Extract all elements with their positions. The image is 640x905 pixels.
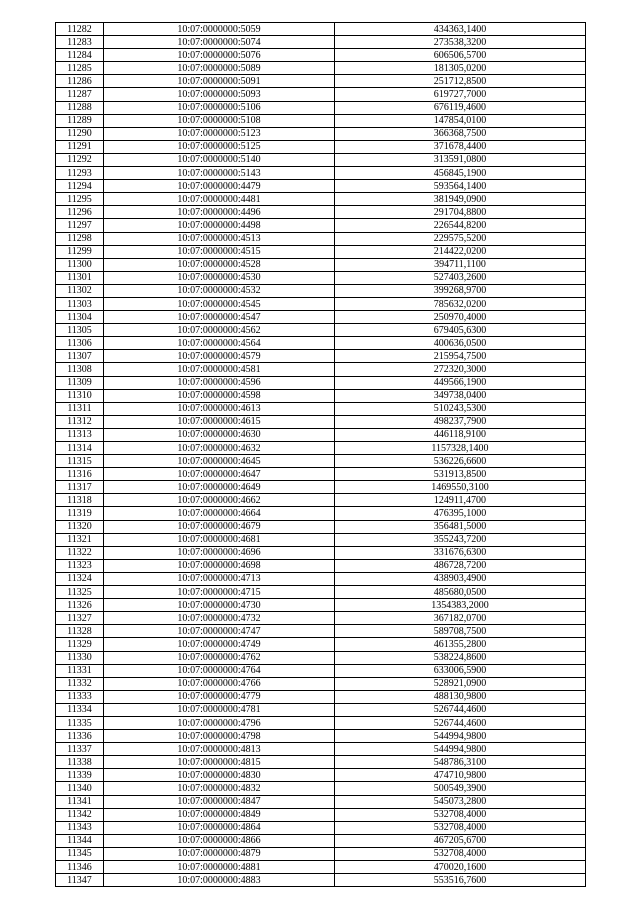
- cadastral-number-cell: 10:07:0000000:4766: [104, 677, 335, 690]
- table-row: [56, 533, 586, 546]
- row-number-cell: 11345: [56, 847, 104, 860]
- cadastral-number-cell: 10:07:0000000:5143: [104, 167, 335, 180]
- value-cell: 313591,0800: [335, 153, 586, 166]
- row-number-cell: 11338: [56, 756, 104, 769]
- row-number-cell: 11312: [56, 415, 104, 428]
- table-row: [56, 127, 586, 140]
- cadastral-number-cell: 10:07:0000000:5076: [104, 49, 335, 62]
- table-row: [56, 743, 586, 756]
- cadastral-number-cell: 10:07:0000000:4645: [104, 455, 335, 468]
- table-row: [56, 821, 586, 834]
- row-number-cell: 11322: [56, 546, 104, 559]
- cadastral-number-cell: 10:07:0000000:4679: [104, 520, 335, 533]
- cadastral-number-cell: 10:07:0000000:4815: [104, 756, 335, 769]
- row-number-cell: 11288: [56, 101, 104, 114]
- cadastral-number-cell: 10:07:0000000:4513: [104, 232, 335, 245]
- table-row: [56, 716, 586, 729]
- cadastral-number-cell: 10:07:0000000:4532: [104, 284, 335, 297]
- row-number-cell: 11302: [56, 284, 104, 297]
- value-cell: 532708,4000: [335, 821, 586, 834]
- row-number-cell: 11346: [56, 861, 104, 874]
- row-number-cell: 11283: [56, 36, 104, 49]
- data-table-body: [56, 23, 586, 887]
- row-number-cell: 11291: [56, 140, 104, 153]
- cadastral-number-cell: 10:07:0000000:5091: [104, 75, 335, 88]
- row-number-cell: 11309: [56, 376, 104, 389]
- cadastral-number-cell: 10:07:0000000:5093: [104, 88, 335, 101]
- value-cell: 1354383,2000: [335, 599, 586, 612]
- value-cell: 1469550,3100: [335, 481, 586, 494]
- table-row: [56, 808, 586, 821]
- value-cell: 215954,7500: [335, 350, 586, 363]
- cadastral-number-cell: 10:07:0000000:4481: [104, 193, 335, 206]
- cadastral-number-cell: 10:07:0000000:4545: [104, 297, 335, 310]
- table-row: [56, 874, 586, 887]
- table-row: [56, 258, 586, 271]
- table-row: [56, 625, 586, 638]
- cadastral-number-cell: 10:07:0000000:4579: [104, 350, 335, 363]
- row-number-cell: 11337: [56, 743, 104, 756]
- value-cell: 476395,1000: [335, 507, 586, 520]
- row-number-cell: 11320: [56, 520, 104, 533]
- cadastral-number-cell: 10:07:0000000:4615: [104, 415, 335, 428]
- value-cell: 498237,7900: [335, 415, 586, 428]
- value-cell: 400636,0500: [335, 337, 586, 350]
- cadastral-number-cell: 10:07:0000000:5123: [104, 127, 335, 140]
- table-row: [56, 389, 586, 402]
- row-number-cell: 11305: [56, 324, 104, 337]
- table-row: [56, 284, 586, 297]
- row-number-cell: 11311: [56, 402, 104, 415]
- cadastral-number-cell: 10:07:0000000:4547: [104, 311, 335, 324]
- table-row: [56, 834, 586, 847]
- row-number-cell: 11336: [56, 730, 104, 743]
- value-cell: 456845,1900: [335, 167, 586, 180]
- row-number-cell: 11295: [56, 193, 104, 206]
- cadastral-number-cell: 10:07:0000000:5089: [104, 62, 335, 75]
- table-row: [56, 180, 586, 193]
- value-cell: 593564,1400: [335, 180, 586, 193]
- table-row: [56, 297, 586, 310]
- row-number-cell: 11335: [56, 716, 104, 729]
- table-row: [56, 153, 586, 166]
- cadastral-number-cell: 10:07:0000000:4715: [104, 586, 335, 599]
- cadastral-number-cell: 10:07:0000000:4596: [104, 376, 335, 389]
- table-row: [56, 572, 586, 585]
- row-number-cell: 11316: [56, 468, 104, 481]
- row-number-cell: 11293: [56, 167, 104, 180]
- value-cell: 371678,4400: [335, 140, 586, 153]
- table-row: [56, 730, 586, 743]
- value-cell: 446118,9100: [335, 428, 586, 441]
- cadastral-number-cell: 10:07:0000000:4496: [104, 206, 335, 219]
- row-number-cell: 11286: [56, 75, 104, 88]
- row-number-cell: 11300: [56, 258, 104, 271]
- cadastral-number-cell: 10:07:0000000:4749: [104, 638, 335, 651]
- value-cell: 349738,0400: [335, 389, 586, 402]
- table-row: [56, 311, 586, 324]
- row-number-cell: 11324: [56, 572, 104, 585]
- table-row: [56, 324, 586, 337]
- table-row: [56, 756, 586, 769]
- value-cell: 251712,8500: [335, 75, 586, 88]
- cadastral-number-cell: 10:07:0000000:4696: [104, 546, 335, 559]
- row-number-cell: 11347: [56, 874, 104, 887]
- table-row: [56, 782, 586, 795]
- table-row: [56, 481, 586, 494]
- table-row: [56, 664, 586, 677]
- value-cell: 548786,3100: [335, 756, 586, 769]
- cadastral-number-cell: 10:07:0000000:5074: [104, 36, 335, 49]
- cadastral-number-cell: 10:07:0000000:4581: [104, 363, 335, 376]
- cadastral-number-cell: 10:07:0000000:4515: [104, 245, 335, 258]
- row-number-cell: 11318: [56, 494, 104, 507]
- cadastral-number-cell: 10:07:0000000:4613: [104, 402, 335, 415]
- value-cell: 147854,0100: [335, 114, 586, 127]
- cadastral-number-cell: 10:07:0000000:4732: [104, 612, 335, 625]
- value-cell: 272320,3000: [335, 363, 586, 376]
- table-row: [56, 219, 586, 232]
- table-row: [56, 232, 586, 245]
- table-row: [56, 415, 586, 428]
- value-cell: 399268,9700: [335, 284, 586, 297]
- value-cell: 606506,5700: [335, 49, 586, 62]
- cadastral-number-cell: 10:07:0000000:4713: [104, 572, 335, 585]
- value-cell: 485680,0500: [335, 586, 586, 599]
- row-number-cell: 11314: [56, 442, 104, 455]
- cadastral-number-cell: 10:07:0000000:4649: [104, 481, 335, 494]
- row-number-cell: 11325: [56, 586, 104, 599]
- table-row: [56, 363, 586, 376]
- value-cell: 532708,4000: [335, 847, 586, 860]
- table-row: [56, 206, 586, 219]
- row-number-cell: 11343: [56, 821, 104, 834]
- row-number-cell: 11342: [56, 808, 104, 821]
- table-row: [56, 140, 586, 153]
- row-number-cell: 11315: [56, 455, 104, 468]
- table-row: [56, 861, 586, 874]
- table-row: [56, 402, 586, 415]
- table-row: [56, 193, 586, 206]
- value-cell: 381949,0900: [335, 193, 586, 206]
- value-cell: 356481,5000: [335, 520, 586, 533]
- row-number-cell: 11306: [56, 337, 104, 350]
- value-cell: 526744,4600: [335, 716, 586, 729]
- row-number-cell: 11331: [56, 664, 104, 677]
- value-cell: 181305,0200: [335, 62, 586, 75]
- table-row: [56, 690, 586, 703]
- value-cell: 449566,1900: [335, 376, 586, 389]
- table-row: [56, 468, 586, 481]
- row-number-cell: 11323: [56, 559, 104, 572]
- value-cell: 438903,4900: [335, 572, 586, 585]
- cadastral-number-cell: 10:07:0000000:4762: [104, 651, 335, 664]
- table-row: [56, 75, 586, 88]
- table-row: [56, 271, 586, 284]
- value-cell: 544994,9800: [335, 730, 586, 743]
- row-number-cell: 11294: [56, 180, 104, 193]
- value-cell: 527403,2600: [335, 271, 586, 284]
- value-cell: 273538,3200: [335, 36, 586, 49]
- value-cell: 553516,7600: [335, 874, 586, 887]
- cadastral-number-cell: 10:07:0000000:4498: [104, 219, 335, 232]
- cadastral-number-cell: 10:07:0000000:4632: [104, 442, 335, 455]
- cadastral-number-cell: 10:07:0000000:4866: [104, 834, 335, 847]
- row-number-cell: 11319: [56, 507, 104, 520]
- value-cell: 536226,6600: [335, 455, 586, 468]
- cadastral-number-cell: 10:07:0000000:5140: [104, 153, 335, 166]
- value-cell: 366368,7500: [335, 127, 586, 140]
- table-row: [56, 612, 586, 625]
- value-cell: 510243,5300: [335, 402, 586, 415]
- table-row: [56, 49, 586, 62]
- cadastral-number-cell: 10:07:0000000:4832: [104, 782, 335, 795]
- row-number-cell: 11339: [56, 769, 104, 782]
- cadastral-number-cell: 10:07:0000000:4698: [104, 559, 335, 572]
- cadastral-number-cell: 10:07:0000000:4630: [104, 428, 335, 441]
- cadastral-number-cell: 10:07:0000000:4479: [104, 180, 335, 193]
- table-row: [56, 599, 586, 612]
- value-cell: 214422,0200: [335, 245, 586, 258]
- table-row: [56, 337, 586, 350]
- row-number-cell: 11289: [56, 114, 104, 127]
- cadastral-number-cell: 10:07:0000000:4730: [104, 599, 335, 612]
- value-cell: 394711,1100: [335, 258, 586, 271]
- cadastral-number-cell: 10:07:0000000:4764: [104, 664, 335, 677]
- cadastral-number-cell: 10:07:0000000:4864: [104, 821, 335, 834]
- row-number-cell: 11313: [56, 428, 104, 441]
- table-row: [56, 586, 586, 599]
- row-number-cell: 11287: [56, 88, 104, 101]
- cadastral-number-cell: 10:07:0000000:4662: [104, 494, 335, 507]
- data-table: [55, 22, 586, 887]
- value-cell: 528921,0900: [335, 677, 586, 690]
- cadastral-number-cell: 10:07:0000000:4781: [104, 703, 335, 716]
- value-cell: 1157328,1400: [335, 442, 586, 455]
- table-row: [56, 350, 586, 363]
- table-row: [56, 101, 586, 114]
- cadastral-number-cell: 10:07:0000000:5059: [104, 23, 335, 36]
- row-number-cell: 11301: [56, 271, 104, 284]
- row-number-cell: 11330: [56, 651, 104, 664]
- row-number-cell: 11341: [56, 795, 104, 808]
- cadastral-number-cell: 10:07:0000000:4664: [104, 507, 335, 520]
- row-number-cell: 11327: [56, 612, 104, 625]
- value-cell: 676119,4600: [335, 101, 586, 114]
- table-row: [56, 847, 586, 860]
- value-cell: 250970,4000: [335, 311, 586, 324]
- table-row: [56, 769, 586, 782]
- table-row: [56, 559, 586, 572]
- value-cell: 331676,6300: [335, 546, 586, 559]
- row-number-cell: 11298: [56, 232, 104, 245]
- cadastral-number-cell: 10:07:0000000:5108: [104, 114, 335, 127]
- table-row: [56, 546, 586, 559]
- row-number-cell: 11297: [56, 219, 104, 232]
- value-cell: 679405,6300: [335, 324, 586, 337]
- cadastral-number-cell: 10:07:0000000:4562: [104, 324, 335, 337]
- row-number-cell: 11292: [56, 153, 104, 166]
- value-cell: 467205,6700: [335, 834, 586, 847]
- cadastral-number-cell: 10:07:0000000:4883: [104, 874, 335, 887]
- row-number-cell: 11282: [56, 23, 104, 36]
- value-cell: 633006,5900: [335, 664, 586, 677]
- table-row: [56, 376, 586, 389]
- table-row: [56, 62, 586, 75]
- row-number-cell: 11307: [56, 350, 104, 363]
- value-cell: 531913,8500: [335, 468, 586, 481]
- row-number-cell: 11310: [56, 389, 104, 402]
- value-cell: 474710,9800: [335, 769, 586, 782]
- row-number-cell: 11317: [56, 481, 104, 494]
- value-cell: 526744,4600: [335, 703, 586, 716]
- cadastral-number-cell: 10:07:0000000:4564: [104, 337, 335, 350]
- row-number-cell: 11303: [56, 297, 104, 310]
- cadastral-number-cell: 10:07:0000000:4747: [104, 625, 335, 638]
- value-cell: 486728,7200: [335, 559, 586, 572]
- table-row: [56, 507, 586, 520]
- cadastral-number-cell: 10:07:0000000:4849: [104, 808, 335, 821]
- table-row: [56, 455, 586, 468]
- row-number-cell: 11284: [56, 49, 104, 62]
- row-number-cell: 11340: [56, 782, 104, 795]
- value-cell: 619727,7000: [335, 88, 586, 101]
- table-row: [56, 114, 586, 127]
- row-number-cell: 11329: [56, 638, 104, 651]
- table-row: [56, 23, 586, 36]
- value-cell: 367182,0700: [335, 612, 586, 625]
- cadastral-number-cell: 10:07:0000000:4879: [104, 847, 335, 860]
- row-number-cell: 11296: [56, 206, 104, 219]
- table-row: [56, 36, 586, 49]
- row-number-cell: 11326: [56, 599, 104, 612]
- row-number-cell: 11290: [56, 127, 104, 140]
- value-cell: 355243,7200: [335, 533, 586, 546]
- value-cell: 229575,5200: [335, 232, 586, 245]
- value-cell: 500549,3900: [335, 782, 586, 795]
- table-row: [56, 88, 586, 101]
- row-number-cell: 11321: [56, 533, 104, 546]
- value-cell: 434363,1400: [335, 23, 586, 36]
- value-cell: 544994,9800: [335, 743, 586, 756]
- cadastral-number-cell: 10:07:0000000:4830: [104, 769, 335, 782]
- row-number-cell: 11334: [56, 703, 104, 716]
- value-cell: 488130,9800: [335, 690, 586, 703]
- row-number-cell: 11304: [56, 311, 104, 324]
- cadastral-number-cell: 10:07:0000000:4798: [104, 730, 335, 743]
- table-row: [56, 494, 586, 507]
- cadastral-number-cell: 10:07:0000000:4528: [104, 258, 335, 271]
- cadastral-number-cell: 10:07:0000000:4796: [104, 716, 335, 729]
- value-cell: 124911,4700: [335, 494, 586, 507]
- value-cell: 470020,1600: [335, 861, 586, 874]
- cadastral-number-cell: 10:07:0000000:4681: [104, 533, 335, 546]
- cadastral-number-cell: 10:07:0000000:4779: [104, 690, 335, 703]
- value-cell: 291704,8800: [335, 206, 586, 219]
- table-row: [56, 795, 586, 808]
- row-number-cell: 11333: [56, 690, 104, 703]
- value-cell: 461355,2800: [335, 638, 586, 651]
- cadastral-number-cell: 10:07:0000000:4530: [104, 271, 335, 284]
- value-cell: 545073,2800: [335, 795, 586, 808]
- table-row: [56, 428, 586, 441]
- cadastral-number-cell: 10:07:0000000:4881: [104, 861, 335, 874]
- table-row: [56, 651, 586, 664]
- cadastral-number-cell: 10:07:0000000:4598: [104, 389, 335, 402]
- cadastral-number-cell: 10:07:0000000:4847: [104, 795, 335, 808]
- value-cell: 538224,8600: [335, 651, 586, 664]
- row-number-cell: 11285: [56, 62, 104, 75]
- cadastral-number-cell: 10:07:0000000:5106: [104, 101, 335, 114]
- row-number-cell: 11308: [56, 363, 104, 376]
- table-row: [56, 442, 586, 455]
- table-row: [56, 703, 586, 716]
- table-row: [56, 677, 586, 690]
- row-number-cell: 11332: [56, 677, 104, 690]
- cadastral-number-cell: 10:07:0000000:4813: [104, 743, 335, 756]
- value-cell: 589708,7500: [335, 625, 586, 638]
- value-cell: 532708,4000: [335, 808, 586, 821]
- value-cell: 226544,8200: [335, 219, 586, 232]
- row-number-cell: 11328: [56, 625, 104, 638]
- row-number-cell: 11344: [56, 834, 104, 847]
- table-row: [56, 245, 586, 258]
- cadastral-number-cell: 10:07:0000000:5125: [104, 140, 335, 153]
- table-row: [56, 520, 586, 533]
- cadastral-number-cell: 10:07:0000000:4647: [104, 468, 335, 481]
- table-row: [56, 638, 586, 651]
- table-row: [56, 167, 586, 180]
- value-cell: 785632,0200: [335, 297, 586, 310]
- row-number-cell: 11299: [56, 245, 104, 258]
